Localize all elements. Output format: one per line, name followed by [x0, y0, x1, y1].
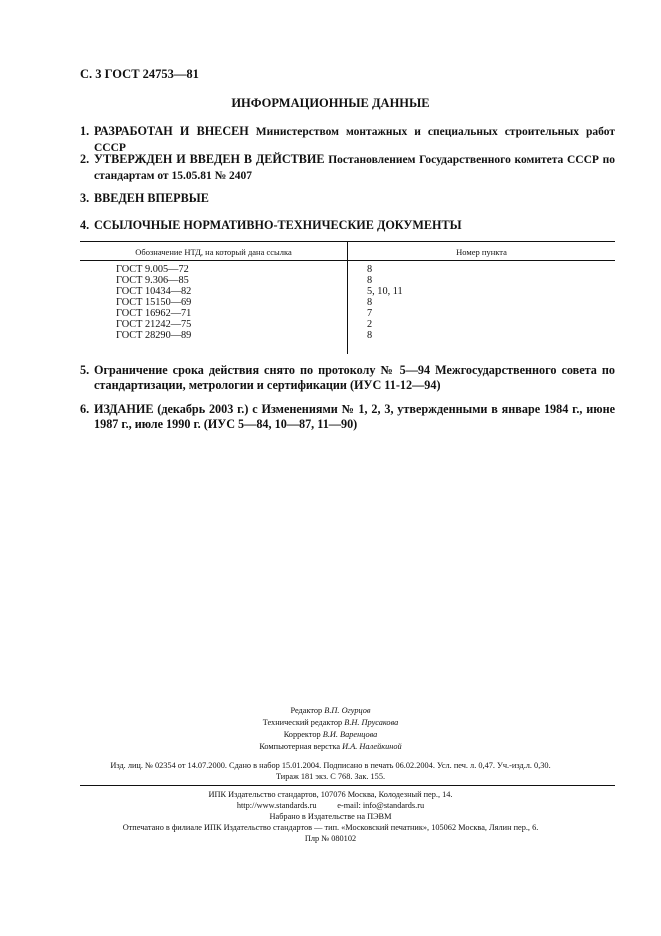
imprint-print-run: Тираж 181 экз. С 768. Зак. 155.	[275, 772, 386, 781]
table-cell-clause: 2	[367, 319, 373, 330]
imprint-tech-editor: Технический редактор В.Н. Прусакова	[262, 718, 399, 727]
imprint-editor: Редактор В.П. Огурцов	[290, 706, 371, 715]
table-cell-document: ГОСТ 9.306—85	[116, 275, 189, 286]
table-row	[80, 286, 615, 297]
table-row	[80, 264, 615, 275]
imprint-plr: Плр № 080102	[304, 834, 357, 843]
imprint-license: Изд. лиц. № 02354 от 14.07.2000. Сдано в набор 15.01.2004. Подписано в печать 06.02.2004. Усл. печ. л. 0,47. Уч.-изд.л. 0,30.	[110, 761, 551, 770]
item-number: 4.	[80, 218, 90, 232]
table-cell-document: ГОСТ 10434—82	[116, 286, 192, 297]
table-cell-document: ГОСТ 16962—71	[116, 308, 192, 319]
item-heading: Ограничение срока действия снято по протоколу № 5—94 Межгосударственного совета по стандартизации, метрологии и сертификации (ИУС 11-12—94)	[94, 363, 615, 392]
document-title: ИНФОРМАЦИОННЫЕ ДАННЫЕ	[231, 96, 430, 110]
table-row	[80, 275, 615, 286]
table-cell-document: ГОСТ 28290—89	[116, 330, 192, 341]
table-row	[80, 297, 615, 308]
item-text: Министерством монтажных и специальных строительных работ СССР	[94, 126, 615, 154]
table-cell-clause: 8	[367, 275, 373, 286]
table-row	[80, 319, 615, 330]
imprint-corrector: Корректор В.И. Варенцова	[283, 730, 378, 739]
imprint-layout: Компьютерная верстка И.А. Налейкиной	[259, 742, 402, 751]
table-cell-document: ГОСТ 21242—75	[116, 319, 192, 330]
table-cell-clause: 7	[367, 308, 373, 319]
table-cell-clause: 8	[367, 330, 373, 341]
email-link[interactable]: e-mail: info@standards.ru	[337, 801, 425, 810]
item-heading: ИЗДАНИЕ (декабрь 2003 г.) с Изменениями № 1, 2, 3, утвержденными в январе 1984 г., июне 1987 г., июле 1990 г. (ИУС 5—84, 10—87, 11—90)	[94, 402, 615, 431]
page-header: С. 3 ГОСТ 24753—81	[80, 67, 199, 81]
imprint-printed: Отпечатано в филиале ИПК Издательство стандартов — тип. «Московский печатник», 105062 Москва, Лялин пер., 6.	[122, 823, 539, 832]
imprint-contacts	[0, 800, 661, 811]
item-heading: РАЗРАБОТАН И ВНЕСЕН	[94, 124, 249, 138]
imprint-typeset: Набрано в Издательстве на ПЭВМ	[269, 812, 392, 821]
imprint-divider	[80, 785, 615, 786]
info-item-5	[80, 363, 615, 393]
item-number: 5.	[80, 363, 90, 377]
item-number: 6.	[80, 402, 90, 416]
table-header-document: Обозначение НТД, на который дана ссылка	[135, 247, 292, 257]
table-header-clause: Номер пункта	[456, 247, 507, 257]
info-item-2	[80, 152, 615, 184]
item-number: 2.	[80, 152, 90, 166]
table-cell-document: ГОСТ 9.005—72	[116, 264, 189, 275]
info-item-3	[80, 191, 615, 206]
imprint-publisher: ИПК Издательство стандартов, 107076 Москва, Колодезный пер., 14.	[208, 790, 453, 799]
item-text: Постановлением Государственного комитета СССР по стандартам от 15.05.81 № 2407	[94, 154, 616, 182]
table-cell-document: ГОСТ 15150—69	[116, 297, 192, 308]
item-number: 3.	[80, 191, 90, 205]
table-cell-clause: 8	[367, 297, 373, 308]
table-row	[80, 308, 615, 319]
item-heading: ССЫЛОЧНЫЕ НОРМАТИВНО-ТЕХНИЧЕСКИЕ ДОКУМЕНТЫ	[94, 218, 462, 232]
table-row	[80, 330, 615, 341]
table-cell-clause: 8	[367, 264, 373, 275]
info-item-4	[80, 218, 615, 233]
info-item-6	[80, 402, 615, 432]
item-heading: УТВЕРЖДЕН И ВВЕДЕН В ДЕЙСТВИЕ	[94, 152, 325, 166]
item-heading: ВВЕДЕН ВПЕРВЫЕ	[94, 191, 209, 205]
item-number: 1.	[80, 124, 90, 138]
table-cell-clause: 5, 10, 11	[367, 286, 403, 297]
website-link[interactable]: http://www.standards.ru	[236, 801, 317, 810]
